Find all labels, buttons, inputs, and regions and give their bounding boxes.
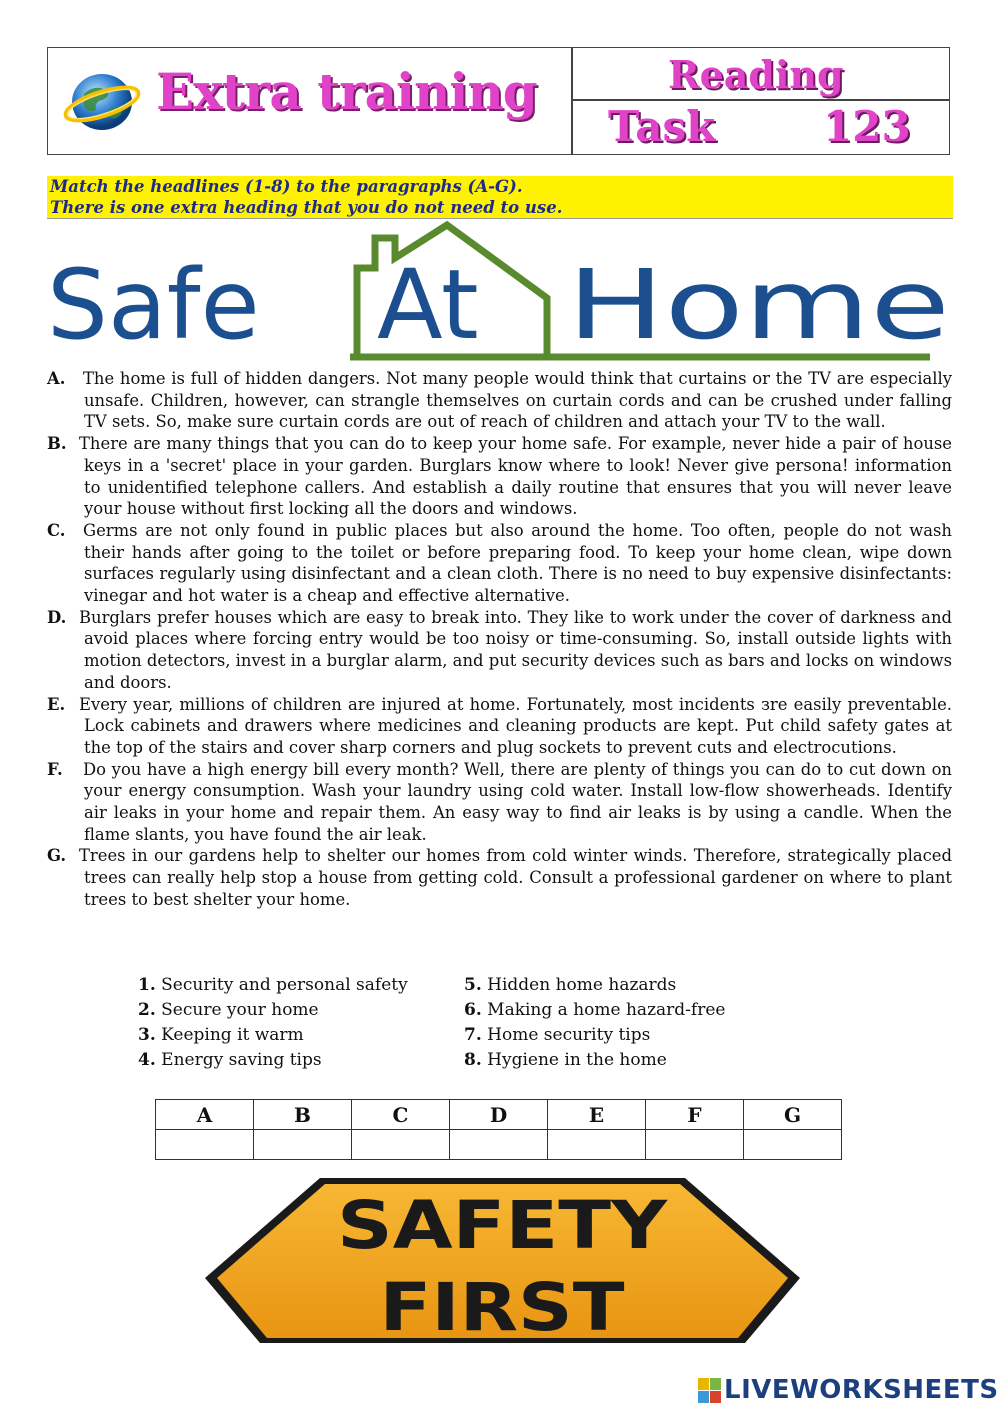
- answer-table-header-row: [156, 1100, 842, 1130]
- header-divider-vertical: [571, 48, 573, 154]
- heading-item-2: 2. Secure your home: [138, 1000, 319, 1020]
- answer-cell-e[interactable]: [548, 1130, 646, 1160]
- header-divider-horizontal: [571, 99, 949, 101]
- instructions-box: [47, 176, 953, 219]
- heading-item-4: 4. Energy saving tips: [138, 1050, 322, 1070]
- column-header-e: E: [548, 1100, 646, 1130]
- footer-brand[interactable]: LIVEWORKSHEETS: [724, 1375, 999, 1405]
- instruction-line-1: Match the headlines (1-8) to the paragraphs (A-G).: [50, 177, 523, 196]
- logo-text-at: At: [377, 249, 479, 361]
- paragraph-g: [47, 845, 952, 910]
- heading-item-5: 5. Hidden home hazards: [464, 975, 677, 995]
- answer-cell-g[interactable]: [744, 1130, 842, 1160]
- task-number: 123: [823, 102, 911, 151]
- heading-item-1: 1. Security and personal safety: [138, 975, 408, 995]
- paragraph-text: There are many things that you can do to keep your home safe. For example, never hide a pair of house keys in a 'secret' place in your garden. Burglars know where to look! Never give persona! information to unidentified telephone callers. And establish a daily routine that ensures that you will never leave your house without first locking all the doors and windows.: [79, 434, 952, 519]
- column-header-a: A: [156, 1100, 254, 1130]
- instruction-line-2: There is one extra heading that you do not need to use.: [50, 198, 563, 217]
- paragraph-text: Every year, millions of children are injured at home. Fortunately, most incidents зre easily preventable. Lock cabinets and drawers where medicines and cleaning products are kept. Put child safety gates at the top of the stairs and cover sharp corners and plug sockets to prevent cuts and electrocutions.: [79, 694, 952, 757]
- column-header-g: G: [744, 1100, 842, 1130]
- reading-label: Reading: [668, 52, 844, 97]
- paragraph-text: Do you have a high energy bill every month? Well, there are plenty of things you can do to cut down on your energy consumption. Wash your laundry using cold water. Install low-flow showerheads. Identify air leaks in your home and repair them. An easy way to find air leaks is by using a candle. When the flame slants, you have found the air leak.: [83, 759, 952, 844]
- paragraph-e: [47, 694, 952, 759]
- paragraph-text: Germs are not only found in public places but also around the home. Too often, people do not wash their hands after going to the toilet or before preparing food. To keep your home clean, wipe down surfaces regularly using disinfectant and a clean cloth. There is no need to buy expensive disinfectants: vinegar and hot water is a cheap and effective alternative.: [83, 520, 952, 606]
- paragraph-d: [47, 607, 952, 694]
- paragraph-a: [47, 368, 952, 433]
- safety-first-sign: [205, 1178, 800, 1343]
- answer-cell-a[interactable]: [156, 1130, 254, 1160]
- column-header-f: F: [646, 1100, 744, 1130]
- globe-icon: [62, 64, 142, 134]
- paragraph-list: [47, 368, 952, 911]
- paragraph-letter: A.: [47, 369, 66, 388]
- header-box: [47, 47, 950, 155]
- answer-cell-b[interactable]: [254, 1130, 352, 1160]
- answer-table-input-row: [156, 1130, 842, 1160]
- paragraph-letter: D.: [47, 607, 67, 627]
- logo-text-safe: Safe: [47, 249, 260, 361]
- heading-item-6: 6. Making a home hazard-free: [464, 1000, 726, 1020]
- logo-text-home: Home: [567, 249, 950, 361]
- paragraph-c: [47, 520, 952, 607]
- paragraph-letter: C.: [47, 520, 66, 540]
- paragraph-f: [47, 759, 952, 846]
- header-title: Extra training: [156, 62, 537, 121]
- answer-cell-c[interactable]: [352, 1130, 450, 1160]
- answer-cell-d[interactable]: [450, 1130, 548, 1160]
- column-header-b: B: [254, 1100, 352, 1130]
- paragraph-letter: G.: [47, 846, 67, 866]
- paragraph-text: Trees in our gardens help to shelter our homes from cold winter winds. Therefore, strategically placed trees can really help stop a house from getting cold. Consult a professional gardener on where to plant trees to best shelter your home.: [79, 846, 952, 909]
- answer-table: [155, 1099, 842, 1160]
- column-header-d: D: [450, 1100, 548, 1130]
- task-label: Task: [608, 102, 716, 151]
- paragraph-b: [47, 433, 952, 520]
- paragraph-letter: F.: [47, 759, 63, 779]
- safe-at-home-logo: [45, 220, 955, 370]
- column-header-c: C: [352, 1100, 450, 1130]
- answer-cell-f[interactable]: [646, 1130, 744, 1160]
- sign-line-2: FIRST: [379, 1269, 625, 1343]
- heading-item-7: 7. Home security tips: [464, 1025, 651, 1045]
- paragraph-letter: E.: [47, 694, 66, 714]
- liveworksheets-logo-icon: [698, 1378, 722, 1404]
- paragraph-text: The home is full of hidden dangers. Not many people would think that curtains or the TV are especially unsafe. Children, however, can strangle themselves on curtain cords and can be crushed under falling TV sets. So, make sure curtain cords are out of reach of children and attach your TV to the wall.: [83, 369, 952, 432]
- heading-item-3: 3. Keeping it warm: [138, 1025, 304, 1045]
- paragraph-text: Burglars prefer houses which are easy to break into. They like to work under the cover of darkness and avoid places where forcing entry would be too noisy or time-consuming. So, install outside lights with motion detectors, invest in a burglar alarm, and put security devices such as bars and locks on windows and doors.: [79, 607, 952, 692]
- heading-item-8: 8. Hygiene in the home: [464, 1050, 667, 1070]
- sign-line-1: SAFETY: [337, 1187, 669, 1264]
- paragraph-letter: B.: [47, 434, 67, 454]
